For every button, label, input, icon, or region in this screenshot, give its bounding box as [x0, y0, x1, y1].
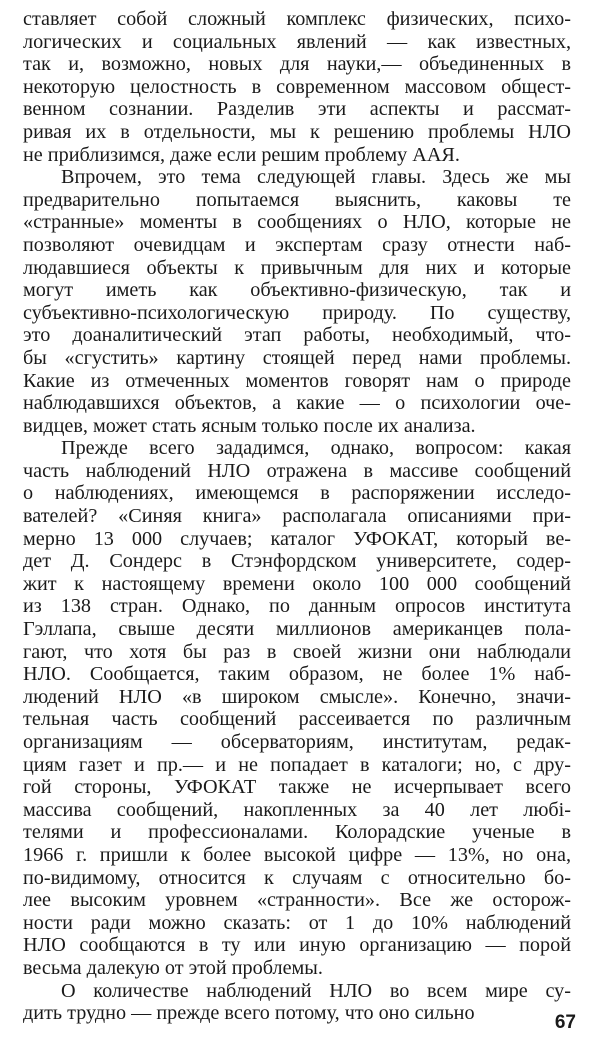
- text-line: вателей? «Синяя книга» располагала описаниями при-: [23, 505, 571, 528]
- text-line: телями и профессионалами. Колорадские ученые в: [23, 821, 571, 844]
- text-line: Гэллапа, свыше десяти миллионов американцев пола-: [23, 618, 571, 641]
- text-line: дет Д. Сондерс в Стэнфордском университете, содер-: [23, 550, 571, 573]
- text-line: НЛО сообщаются в ту или иную организацию — порой: [23, 934, 571, 957]
- text-line: 1966 г. пришли к более высокой цифре — 13%, но она,: [23, 843, 571, 866]
- text-line: организациям — обсерваториям, институтам, редак-: [23, 731, 571, 753]
- text-line: О количестве наблюдений НЛО во всем мире су-: [61, 979, 571, 1002]
- text-line: венном сознании. Разделив эти аспекты и рассмат-: [23, 98, 571, 121]
- text-line: позволяют очевидцам и экспертам сразу отнести наб-: [23, 233, 571, 256]
- text-line: наблюдавшихся объектов, а какие — о психологии оче-: [23, 392, 571, 415]
- text-body: [23, 8, 571, 1025]
- text-line: ности ради можно сказать: от 1 до 10% наблюдений: [23, 911, 571, 934]
- text-line: некоторую целостность в современном массовом общест-: [23, 75, 571, 98]
- text-line: часть наблюдений НЛО отражена в массиве сообщений: [23, 459, 571, 482]
- text-line: массива сообщений, накопленных за 40 лет любі-: [23, 798, 571, 821]
- page-text: [23, 8, 571, 1025]
- text-line: могут иметь как объективно-физическую, так и: [23, 279, 571, 302]
- text-line: из 138 стран. Однако, по данным опросов института: [23, 595, 571, 618]
- text-line: тельная часть сообщений рассеивается по различным: [23, 708, 571, 731]
- text-line: предварительно попытаемся выяснить, каковы те: [23, 188, 571, 211]
- text-line: гой стороны, УФОКАТ также не исчерпывает всего: [23, 776, 571, 799]
- text-line: жит к настоящему времени около 100 000 сообщений: [23, 572, 571, 595]
- text-line: Какие из отмеченных моментов говорят нам о природе: [23, 369, 571, 392]
- text-line: ставляет собой сложный комплекс физических, психо-: [23, 8, 571, 30]
- paragraph: [23, 166, 571, 437]
- text-line: логических и социальных явлений — как известных,: [23, 30, 571, 53]
- text-line: циям газет и пр.— и не попадает в каталоги; но, с дру-: [23, 753, 571, 776]
- text-line: по-видимому, относится к случаям с относительно бо-: [23, 866, 571, 889]
- text-line: видцев, может стать ясным только после их анализа.: [23, 414, 476, 437]
- text-line: ривая их в отдельности, мы к решению проблемы НЛО: [23, 120, 571, 143]
- text-line: так и, возможно, новых для науки,— объединенных в: [23, 53, 571, 76]
- paragraph: [23, 437, 571, 979]
- text-line: лее высоким уровнем «странности». Все же осторож-: [23, 889, 571, 912]
- text-line: о наблюдениях, имеющемся в распоряжении исследо-: [23, 482, 571, 505]
- text-line: не приблизимся, даже если решим проблему ААЯ.: [23, 143, 460, 166]
- text-line: дить трудно — прежде всего потому, что оно сильно: [23, 1002, 475, 1025]
- text-line: субъективно-психологическую природу. По существу,: [23, 301, 571, 324]
- text-line: гают, что хотя бы раз в своей жизни они наблюдали: [23, 640, 571, 663]
- text-line: весьма далекую от этой проблемы.: [23, 956, 323, 979]
- text-line: Прежде всего зададимся, однако, вопросом: какая: [61, 437, 571, 460]
- paragraph: [23, 980, 571, 1025]
- text-line: бы «сгустить» картину стоящей перед нами проблемы.: [23, 346, 571, 369]
- text-line: НЛО. Сообщается, таким образом, не более 1% наб-: [23, 663, 571, 686]
- page-number: 67: [554, 1012, 576, 1033]
- text-line: людавшиеся объекты к привычным для них и которые: [23, 256, 571, 279]
- text-line: мерно 13 000 случаев; каталог УФОКАТ, который ве-: [23, 527, 571, 550]
- text-line: Впрочем, это тема следующей главы. Здесь же мы: [61, 166, 571, 189]
- paragraph: [23, 8, 571, 166]
- text-line: людений НЛО «в широком смысле». Конечно, значи-: [23, 685, 571, 708]
- text-line: это доаналитический этап работы, необходимый, что-: [23, 324, 571, 347]
- text-line: «странные» моменты в сообщениях о НЛО, которые не: [23, 211, 571, 234]
